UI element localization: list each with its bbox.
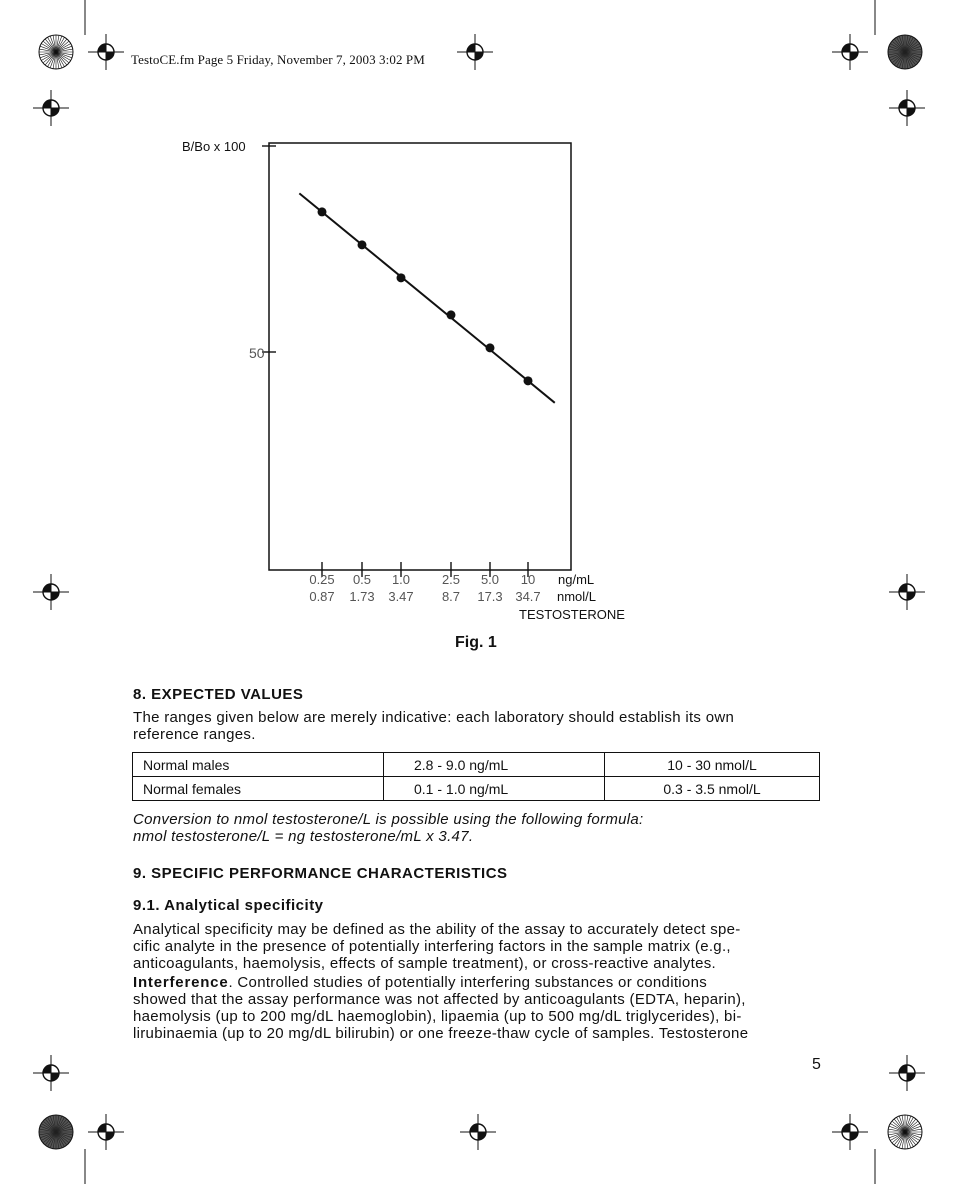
table-cell: 0.3 - 3.5 nmol/L bbox=[605, 777, 820, 801]
section-9-heading: 9. SPECIFIC PERFORMANCE CHARACTERISTICS bbox=[133, 865, 508, 882]
x-tick-label-nmol: 1.73 bbox=[349, 589, 375, 604]
data-point bbox=[447, 310, 456, 319]
x-unit-nmol: nmol/L bbox=[557, 589, 597, 604]
table-cell: Normal females bbox=[133, 777, 384, 801]
data-point bbox=[486, 343, 495, 352]
x-axis-label: TESTOSTERONE bbox=[519, 607, 625, 622]
x-tick-label-nmol: 17.3 bbox=[477, 589, 503, 604]
curve-line bbox=[299, 193, 554, 402]
conversion-line: nmol testosterone/L = ng testosterone/mL x 3.47. bbox=[133, 828, 474, 845]
data-point bbox=[358, 240, 367, 249]
table-cell: 2.8 - 9.0 ng/mL bbox=[384, 753, 605, 777]
x-tick-label-ng: 2.5 bbox=[441, 572, 461, 587]
x-tick-label-nmol: 34.7 bbox=[515, 589, 541, 604]
paragraph-line: haemolysis (up to 200 mg/dL haemoglobin), lipaemia (up to 500 mg/dL triglycerides), bi- bbox=[133, 1008, 742, 1025]
expected-values-table bbox=[132, 752, 820, 801]
table-cell: 10 - 30 nmol/L bbox=[605, 753, 820, 777]
conversion-line: Conversion to nmol testosterone/L is possible using the following formula: bbox=[133, 811, 644, 828]
specificity-paragraph bbox=[133, 921, 823, 972]
x-tick-label-ng: 1.0 bbox=[391, 572, 411, 587]
x-tick-label-ng: 5.0 bbox=[480, 572, 500, 587]
page-number: 5 bbox=[812, 1056, 821, 1073]
table-cell: Normal males bbox=[133, 753, 384, 777]
print-header: TestoCE.fm Page 5 Friday, November 7, 2003 3:02 PM bbox=[131, 52, 425, 67]
table-row bbox=[133, 753, 820, 777]
y-axis-label: B/Bo x 100 bbox=[182, 139, 246, 154]
paragraph-line: cific analyte in the presence of potentially interfering factors in the sample matrix (e.g., bbox=[133, 938, 731, 955]
figure-caption: Fig. 1 bbox=[455, 634, 497, 651]
x-tick-label-ng: 0.5 bbox=[352, 572, 372, 587]
paragraph-text: . Controlled studies of potentially interfering substances or conditions bbox=[228, 974, 708, 991]
y-tick-label-50: 50 bbox=[249, 345, 265, 361]
table-row bbox=[133, 777, 820, 801]
interference-paragraph bbox=[133, 974, 823, 1042]
x-tick-label-nmol: 0.87 bbox=[309, 589, 335, 604]
paragraph-line: Analytical specificity may be defined as the ability of the assay to accurately detect spe- bbox=[133, 921, 741, 938]
paragraph-line: lirubinaemia (up to 20 mg/dL bilirubin) or one freeze-thaw cycle of samples. Testosterone bbox=[133, 1025, 749, 1042]
conversion-note bbox=[133, 811, 644, 845]
chart-frame bbox=[269, 143, 571, 570]
intro-line: reference ranges. bbox=[133, 726, 256, 743]
table-cell: 0.1 - 1.0 ng/mL bbox=[384, 777, 605, 801]
x-tick-label-ng: 0.25 bbox=[309, 572, 335, 587]
x-unit-ng: ng/mL bbox=[558, 572, 595, 587]
data-point bbox=[318, 207, 327, 216]
x-tick-label-ng: 10 bbox=[520, 572, 536, 587]
paragraph-line bbox=[133, 974, 823, 991]
section-8-intro bbox=[133, 709, 823, 743]
section-8-heading: 8. EXPECTED VALUES bbox=[133, 686, 304, 703]
data-point bbox=[397, 273, 406, 282]
paragraph-line: anticoagulants, haemolysis, effects of sample treatment), or cross-reactive analytes. bbox=[133, 955, 716, 972]
intro-line: The ranges given below are merely indicative: each laboratory should establish its own bbox=[133, 709, 735, 726]
interference-label: Interference bbox=[133, 974, 229, 991]
x-tick-label-nmol: 8.7 bbox=[441, 589, 461, 604]
data-point bbox=[524, 376, 533, 385]
paragraph-line: showed that the assay performance was not affected by anticoagulants (EDTA, heparin), bbox=[133, 991, 746, 1008]
section-9-1-heading: 9.1. Analytical specificity bbox=[133, 897, 324, 914]
x-tick-label-nmol: 3.47 bbox=[388, 589, 414, 604]
